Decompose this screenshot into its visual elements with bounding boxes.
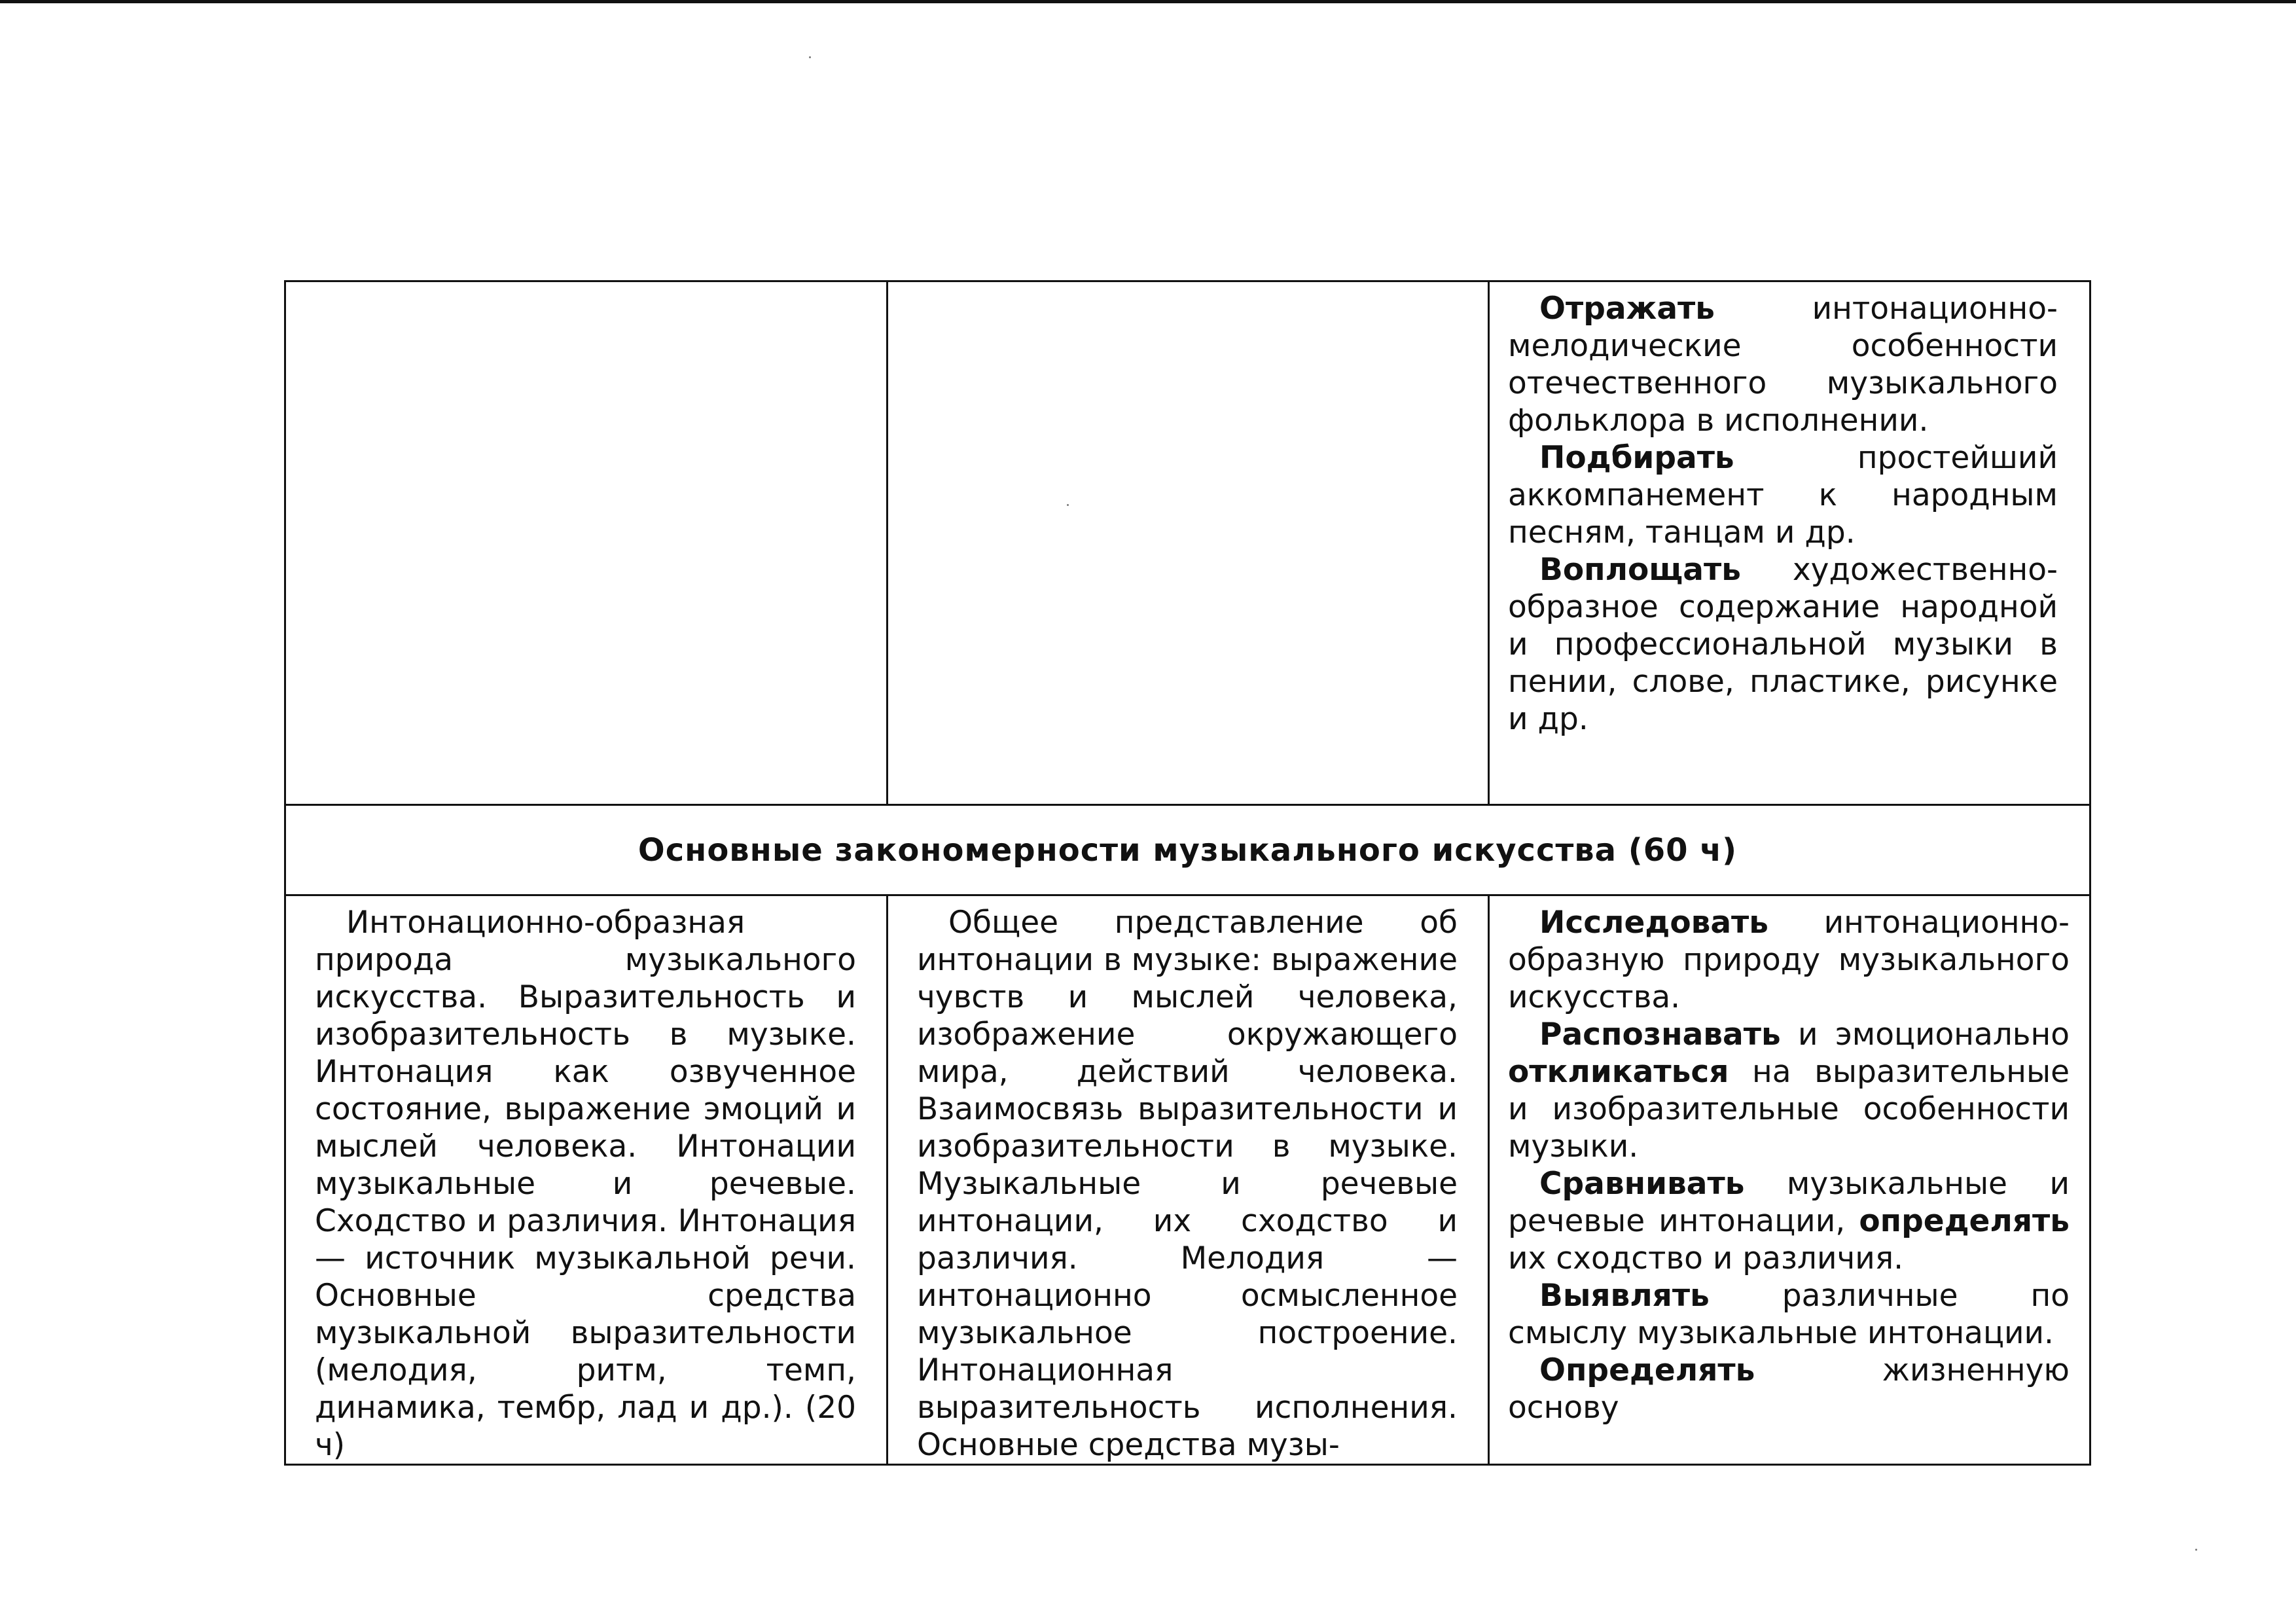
activity-text: жизненную основу <box>1508 1352 2070 1426</box>
table-row-continued <box>285 281 2090 805</box>
activity-keyword: Подбирать <box>1539 440 1734 476</box>
table-row-content <box>285 895 2090 1465</box>
activity-text: на выразительные и изобразительные особенности музыки. <box>1508 1054 2070 1164</box>
empty-cell-col2 <box>888 281 1489 805</box>
activity-text: музыкальные и речевые интонации, <box>1508 1166 2070 1239</box>
activity-paragraph <box>1508 904 2070 1016</box>
activity-text: интонационно-мелодические особенности отечественного музыкального фольклора в исполнении. <box>1508 291 2058 439</box>
scan-top-edge <box>0 0 2296 3</box>
scan-speck <box>809 56 811 58</box>
activity-paragraph <box>1508 439 2058 551</box>
empty-cell-col1 <box>285 281 888 805</box>
description-text: Общее представление об интонации в музыке: выражение чувств и мыслей человека, изображение окружающего мира, действий человека. Взаимосвязь выразительности и изобразительности в музыке. Музыкальные и речевые интонации, их сходство и различия. Мелодия — интонационно осмысленное музыкальное построение. Интонационная выразительность исполнения. Основные средства музы- <box>917 905 1458 1463</box>
section-heading: Основные закономерности музыкального искусства (60 ч) <box>285 805 2090 895</box>
activities-cell-top <box>1489 281 2090 805</box>
topics-text: Интонационно-образная природа музыкального искусства. Выразительность и изобразительность в музыке. Интонация как озвученное состояние, выражение эмоций и мыслей человека. Интонации музыкальные и речевые. Сходство и различия. Интонация — источник музыкальной речи. Основные средства музыкальной выразительности (мелодия, ритм, темп, динамика, тембр, лад и др.). (20 ч) <box>315 905 856 1463</box>
activity-paragraph <box>1508 1277 2070 1352</box>
content-cell-activities <box>1489 895 2090 1465</box>
activity-text: художественно-образное содержание народной и профессиональной музыки в пении, слове, пластике, рисунке и др. <box>1508 552 2058 737</box>
activity-keyword: определять <box>1859 1203 2070 1239</box>
activity-keyword: Сравнивать <box>1539 1166 1745 1202</box>
activity-text: различные по смыслу музыкальные интонации. <box>1508 1278 2070 1351</box>
activity-keyword: Распознавать <box>1539 1017 1781 1053</box>
scan-speck <box>2195 1549 2197 1551</box>
content-cell-description <box>888 895 1489 1465</box>
activity-keyword: Отражать <box>1539 291 1715 327</box>
activity-text: их сходство и различия. <box>1508 1240 1904 1276</box>
content-cell-topics <box>285 895 888 1465</box>
section-heading-row <box>285 805 2090 895</box>
activity-paragraph <box>1508 1016 2070 1165</box>
activity-keyword: Исследовать <box>1539 905 1769 941</box>
activity-keyword: Воплощать <box>1539 552 1741 588</box>
activity-keyword: откликаться <box>1508 1054 1729 1090</box>
activity-paragraph <box>1508 1165 2070 1277</box>
curriculum-table <box>284 280 2091 1466</box>
activity-text: интонационно-образную природу музыкального искусства. <box>1508 905 2070 1015</box>
activity-paragraph <box>1508 290 2058 439</box>
activity-keyword: Определять <box>1539 1352 1755 1388</box>
activity-text: простейший аккомпанемент к народным песням, танцам и др. <box>1508 440 2058 550</box>
activity-text: и эмоционально <box>1780 1017 2070 1053</box>
activity-keyword: Выявлять <box>1539 1278 1710 1314</box>
activity-paragraph <box>1508 1352 2070 1426</box>
activity-paragraph <box>1508 551 2058 738</box>
